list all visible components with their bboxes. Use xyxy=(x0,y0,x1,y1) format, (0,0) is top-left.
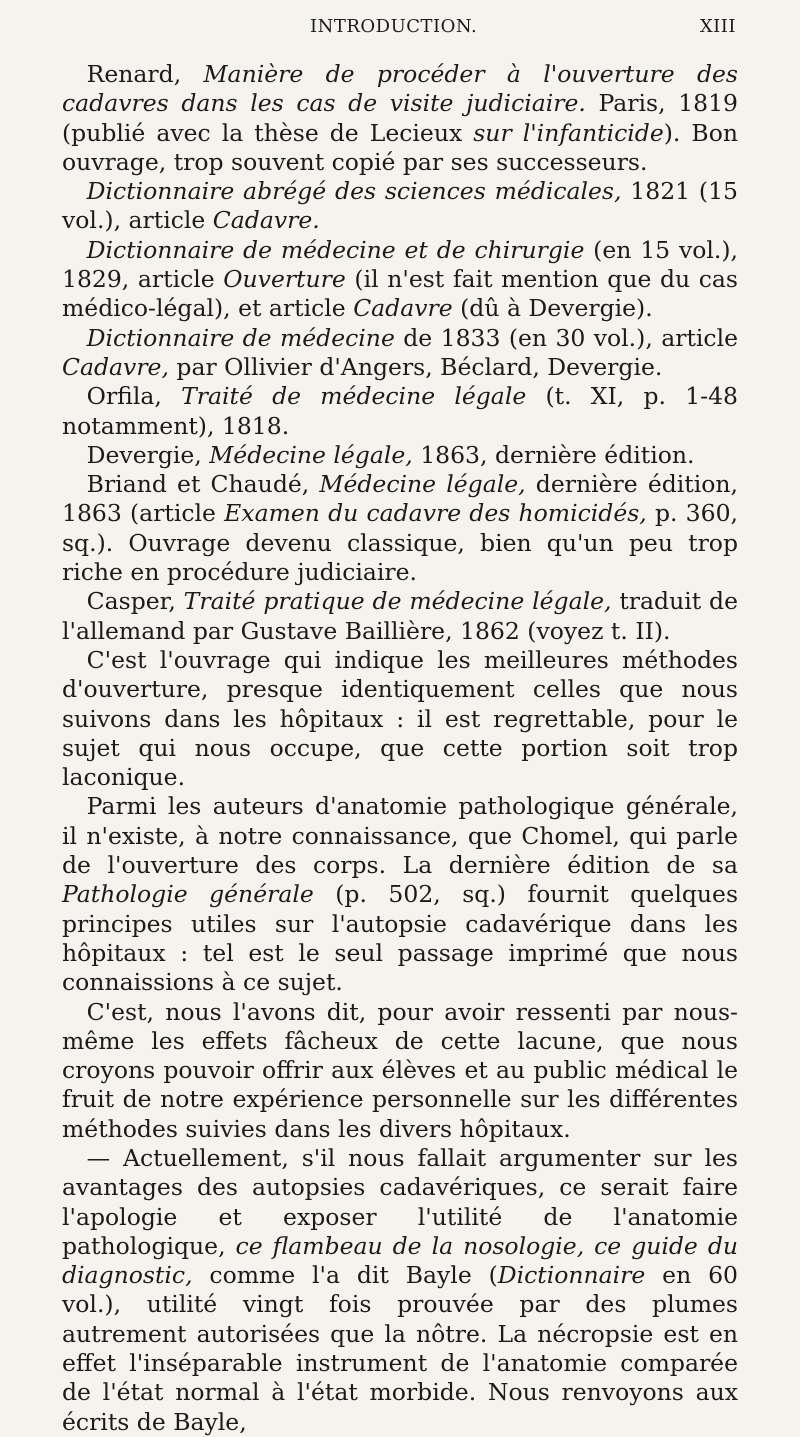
text-run: (t. XI, p. 1-48 notamment), 1818. xyxy=(62,382,739,440)
running-title: INTRODUCTION. xyxy=(310,16,478,37)
italic-text: Dictionnaire xyxy=(497,1261,646,1290)
text-run: C'est, nous l'avons dit, pour avoir ressenti par nous-même les effets fâcheux de cette lacune, que nous croyons pouvoir offrir aux élèves et au public médical le fruit de notre expérience personnelle sur les différentes méthodes suivies dans les divers hôpitaux. xyxy=(62,997,738,1143)
paragraph xyxy=(62,177,738,236)
paragraph xyxy=(62,441,738,470)
paragraph xyxy=(62,587,738,646)
text-run: (dû à Devergie). xyxy=(452,294,653,323)
text-run: (p. 502, sq.) fournit quelques principes utiles sur l'autopsie cadavérique dans les hôpitaux : tel est le seul passage imprimé que nous connaissions à ce sujet. xyxy=(62,880,738,997)
text-run: en 60 vol.), utilité vingt fois prouvée par des plumes autrement autorisées que la nôtre. La nécropsie est en effet l'inséparable instrument de l'anatomie comparée de l'état normal à l'état morbide. Nous renvoyons aux écrits de Bayle, xyxy=(62,1261,738,1436)
running-head xyxy=(62,16,738,56)
italic-text: Manière de procéder à l'ouverture des cadavres dans les cas de visite judiciaire. xyxy=(62,60,738,118)
text-run: Paris, 1819 (publié avec la thèse de Lecieux xyxy=(62,89,738,147)
text-run: Renard, xyxy=(86,60,204,88)
paragraph xyxy=(62,236,738,324)
italic-text: Dictionnaire de médecine xyxy=(86,323,395,352)
text-run: (en 15 vol.), 1829, article xyxy=(62,235,738,294)
paragraph xyxy=(62,646,738,792)
italic-text: Ouverture xyxy=(223,265,346,294)
text-run: de 1833 (en 30 vol.), article xyxy=(394,323,738,352)
italic-text: sur l'infanticide xyxy=(473,118,664,147)
body-text xyxy=(62,60,738,1437)
text-run: ). Bon ouvrage, trop souvent copié par ses successeurs. xyxy=(62,118,738,176)
text-run: (il n'est fait mention que du cas médico-légal), et article xyxy=(62,265,738,323)
text-run: 1821 (15 vol.), article xyxy=(62,177,738,235)
text-run: comme l'a dit Bayle ( xyxy=(192,1261,498,1290)
italic-text: Traité de médecine légale xyxy=(181,382,527,411)
text-run: p. 360, sq.). Ouvrage devenu classique, bien qu'un peu trop riche en procédure judiciaire. xyxy=(62,499,738,587)
italic-text: Traité pratique de médecine légale, xyxy=(183,587,612,616)
italic-text: Cadavre xyxy=(353,294,453,323)
paragraph xyxy=(62,1144,738,1437)
italic-text: Examen du cadavre des homicidés, xyxy=(224,499,647,528)
paragraph xyxy=(62,792,738,997)
italic-text: Dictionnaire de médecine et de chirurgie xyxy=(86,235,585,264)
text-run: traduit de l'allemand par Gustave Baillière, 1862 (voyez t. II). xyxy=(62,587,738,645)
italic-text: Dictionnaire abrégé des sciences médicales, xyxy=(86,177,622,206)
text-run: Briand et Chaudé, xyxy=(86,470,320,499)
paragraph xyxy=(62,998,738,1144)
text-run: par Ollivier d'Angers, Béclard, Devergie. xyxy=(168,352,663,381)
paragraph xyxy=(62,60,738,177)
text-run: Devergie, xyxy=(86,440,210,469)
italic-text: Cadavre. xyxy=(212,206,320,235)
text-run: — Actuellement, s'il nous fallait argumenter sur les avantages des autopsies cadavériques, ce serait faire l'apologie et exposer l'utilité de l'anatomie pathologique, xyxy=(62,1143,738,1260)
text-run: dernière édition, 1863 (article xyxy=(62,470,739,528)
page-number: XIII xyxy=(699,16,736,37)
text-run: Parmi les auteurs d'anatomie pathologique générale, il n'existe, à notre connaissance, que Chomel, qui parle de l'ouverture des corps. La dernière édition de sa xyxy=(62,792,738,880)
paragraph xyxy=(62,382,738,441)
paragraph xyxy=(62,470,738,587)
text-run: Orfila, xyxy=(86,382,182,411)
text-run: Casper, xyxy=(86,587,184,616)
italic-text: Cadavre, xyxy=(62,352,169,381)
italic-text: ce flambeau de la nosologie, ce guide du diagnostic, xyxy=(62,1231,738,1290)
text-run: C'est l'ouvrage qui indique les meilleures méthodes d'ouverture, presque identiquement celles que nous suivons dans les hôpitaux : il est regrettable, pour le sujet qui nous occupe, que cette portion soit trop laconique. xyxy=(62,645,738,792)
italic-text: Médecine légale, xyxy=(209,440,413,469)
italic-text: Médecine légale, xyxy=(319,470,526,499)
italic-text: Pathologie générale xyxy=(62,880,314,909)
paragraph xyxy=(62,324,738,383)
text-run: 1863, dernière édition. xyxy=(412,440,695,469)
